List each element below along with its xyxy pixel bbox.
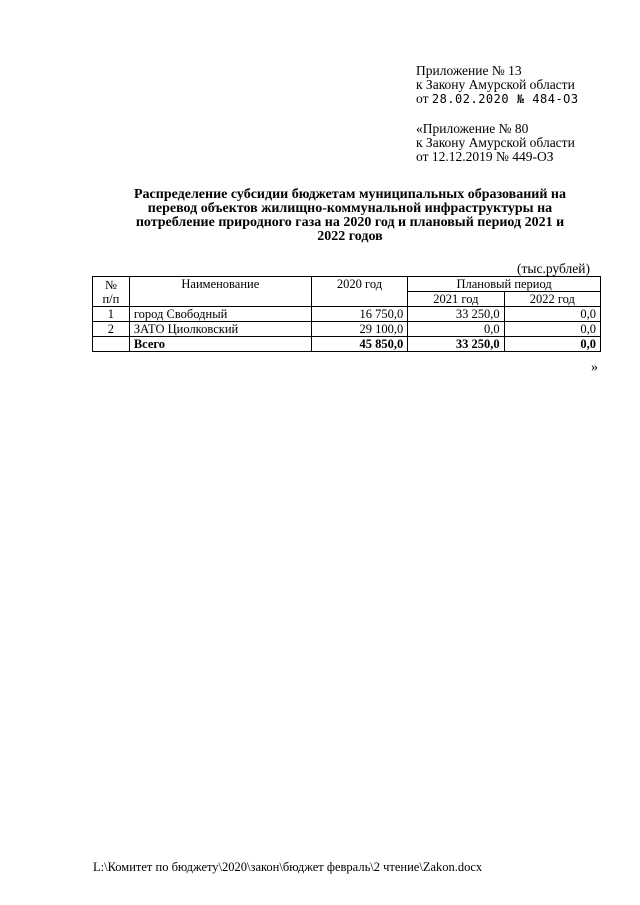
- previous-appendix-law: к Закону Амурской области: [416, 135, 575, 150]
- appendix-date: [416, 92, 579, 106]
- total-2020: 45 850,0: [311, 337, 407, 352]
- total-2022: 0,0: [504, 337, 600, 352]
- title-line-4: 2022 годов: [317, 229, 383, 244]
- row-2021: 0,0: [408, 322, 504, 337]
- title-line-1: Распределение субсидии бюджетам муниципальных образований на: [134, 187, 566, 202]
- header-num-pp: п/п: [102, 291, 120, 306]
- table-row: [93, 307, 601, 322]
- footer-file-path: L:\Комитет по бюджету\2020\закон\бюджет февраль\2 чтение\Zakon.docx: [93, 860, 483, 874]
- header-row-1: [93, 277, 601, 292]
- total-name: Всего: [129, 337, 311, 352]
- total-num: [93, 337, 130, 352]
- row-2020: 16 750,0: [311, 307, 407, 322]
- row-num: 1: [93, 307, 130, 322]
- appendix-law: к Закону Амурской области: [416, 77, 575, 92]
- row-num: 2: [93, 322, 130, 337]
- unit-label: (тыс.рублей): [517, 261, 590, 276]
- header-num-symbol: №: [104, 277, 117, 292]
- row-name: ЗАТО Циолковский: [129, 322, 311, 337]
- title-line-2: перевод объектов жилищно-коммунальной инфраструктуры на: [147, 201, 553, 216]
- appendix-date-prefix: от: [416, 91, 429, 106]
- previous-appendix-date: от 12.12.2019 № 449-ОЗ: [416, 149, 554, 164]
- document-title: [95, 188, 605, 244]
- row-2022: 0,0: [504, 307, 600, 322]
- row-2022: 0,0: [504, 322, 600, 337]
- header-name: Наименование: [129, 277, 311, 307]
- total-2021: 33 250,0: [408, 337, 504, 352]
- previous-appendix-number: «Приложение № 80: [416, 121, 529, 136]
- title-line-3: потребление природного газа на 2020 год и плановый период 2021 и: [135, 215, 565, 230]
- handwritten-date: 28.02.2020 № 484-ОЗ: [431, 92, 579, 106]
- subsidy-table: [92, 276, 601, 352]
- total-row: [93, 337, 601, 352]
- row-2020: 29 100,0: [311, 322, 407, 337]
- row-name: город Свободный: [129, 307, 311, 322]
- header-2021: 2021 год: [408, 292, 504, 307]
- header-2022: 2022 год: [504, 292, 600, 307]
- header-num: [93, 277, 130, 307]
- closing-quote: »: [591, 360, 598, 375]
- header-2020: 2020 год: [311, 277, 407, 307]
- header-planned-period: Плановый период: [408, 277, 601, 292]
- previous-appendix-header: [416, 122, 575, 164]
- row-2021: 33 250,0: [408, 307, 504, 322]
- appendix-number: Приложение № 13: [416, 63, 522, 78]
- table-row: [93, 322, 601, 337]
- appendix-header: [416, 64, 579, 106]
